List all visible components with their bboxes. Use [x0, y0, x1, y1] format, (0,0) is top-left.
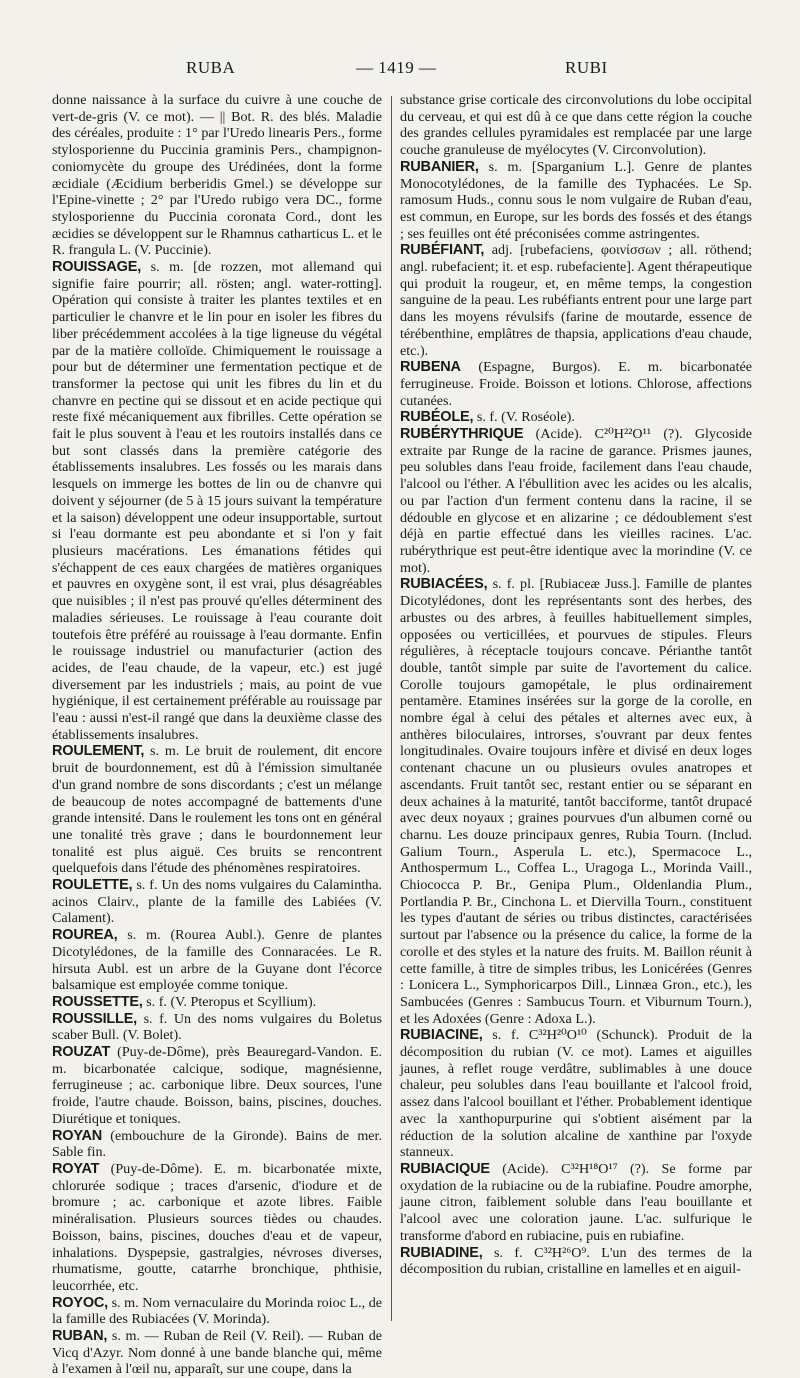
page-number: — 1419 — — [356, 58, 437, 77]
entry-text: s. f. C³²H²⁶O⁹. L'un des termes de la décomposition du rubian, cristalline en lamelles et en aiguil- — [400, 1244, 752, 1278]
headword: ROUSSETTE, — [52, 993, 143, 1010]
entry — [400, 1245, 752, 1278]
headword: RUBANIER, — [400, 158, 479, 175]
page-header — [0, 58, 800, 82]
entry — [400, 576, 752, 1027]
entry-text: s. f. (V. Pteropus et Scyllium). — [142, 993, 317, 1010]
entry — [400, 242, 752, 359]
entry-text: s. f. pl. [Rubiaceæ Juss.]. Famille de plantes Dicotylédones, dont les représentants sont des herbes, des arbustes ou des arbres, à feuilles habituellement simples, opposées ou verticillées, et pourvues de stipules. Fleurs régulières, à réceptacle toujours concave. Périanthe tantôt double, tantôt simple par suite de l'avortement du calice. Corolle toujours gamopétale, le plus ordinairement pentamère. Etamines insérées sur la gorge de la corolle, en nombre égal à celui des pétales et alternes avec eux, à anthères biloculaires, introrses, s'ouvrant par deux fentes longitudinales. Ovaire toujours infère et divisé en deux loges contenant chacune un ou plusieurs ovules anatropes et ascendants. Fruit tantôt sec, restant entier ou se séparant en deux achaines à la maturité, tantôt bacciforme, tantôt drupacé avec deux noyaux ; graines pourvues d'un albumen corné ou charnu. Les douze principaux genres, Rubia Tourn. (Includ. Galium Tourn., Asperula L. etc.), Spermacoce L., Anthospermum L., Coffea L., Uragoga L., Morinda Vaill., Chiococca P. Br., Genipa Plum., Oldenlandia Plum., Portlandia P. Br., Cinchona L. et Diervilla Tourn., constituent les types d'autant de séries ou tribus distinctes, caractérisées surtout par l'absence ou la présence du calice, la forme de la corolle et des styles et la nature des fruits. M. Baillon réunit à cette famille, à titre de simples tribus, les Lonicérées (Genres : Lonicera L., Symphoricarpos Dill., Linnæa Gron., etc.), les Sambucées (Genres : Sambucus Tourn. et Viburnum Tourn.), et les Adoxées (Genre : Adoxa L.). — [400, 576, 752, 1027]
headword: RUBÉOLE, — [400, 409, 474, 426]
entry-text: s. m. (Rourea Aubl.). Genre de plantes Dicotylédones, de la famille des Connaracées. Le R. hirsuta Aubl. est un arbre de la Guyane dont l'écorce balsamique est employée comme tonique. — [52, 927, 382, 994]
entry — [52, 92, 382, 259]
entry-text: (embouchure de la Gironde). Bains de mer. Sable fin. — [52, 1127, 382, 1161]
entry — [52, 1161, 382, 1295]
headword: ROYAN — [52, 1127, 103, 1144]
entry-text: substance grise corticale des circonvolutions du lobe occipital du cerveau, et qui est dû à ce que dans cette région la couche des grandes cellules pyramidales est remplacée par une large couche granuleuse de myélocytes (V. Circonvolution). — [400, 92, 752, 159]
entry-text: (Acide). C³²H¹⁸O¹⁷ (?). Se forme par oxydation de la rubiacine ou de la rubiafine. Poudre amorphe, jaune citron, faiblement soluble dans l'eau bouillante et l'alcool avec une coloration jaune. L'ac. sulfurique le transforme d'abord en rubiacine, puis en rubiafine. — [400, 1161, 752, 1244]
left-column — [52, 92, 382, 1378]
entry — [52, 1128, 382, 1161]
entry — [52, 927, 382, 994]
headword: RUBÉFIANT, — [400, 242, 485, 259]
entry — [400, 359, 752, 409]
headword: ROUZAT — [52, 1044, 111, 1061]
right-column — [400, 92, 752, 1328]
entry — [52, 1044, 382, 1128]
headword: RUBENA — [400, 359, 461, 376]
entry-text: s. f. (V. Roséole). — [473, 409, 575, 426]
headword: RUBIADINE, — [400, 1244, 483, 1261]
entry-text: (Puy-de-Dôme), près Beauregard-Vandon. E. m. bicarbonatée calcique, sodique, magnésienne, ferrugineuse ; ac. carbonique libre. Deux sources, l'une froide, l'autre chaude. Boisson, bains, piscines, douches. Diurétique et toniques. — [52, 1044, 382, 1127]
headword: ROUSSILLE, — [52, 1010, 138, 1027]
entry — [52, 877, 382, 927]
entry — [52, 259, 382, 743]
headword: RUBIACIQUE — [400, 1161, 490, 1177]
entry-text: (Acide). C²⁰H²²O¹¹ (?). Glycoside extraite par Runge de la racine de garance. Prismes jaunes, peu solubles dans l'eau froide, facilement dans l'eau chaude, l'alcool ou l'éther. A l'ébullition avec les acides ou les alcalis, ou par l'action d'un ferment contenu dans la racine, il se dédouble en glycose et en alizarine ; ce dédoublement s'est déjà en partie effectué dans les vieilles racines. L'ac. rubérythrique est peut-être identique avec la morindine (V. ce mot). — [400, 426, 752, 576]
headword: ROYOC, — [52, 1294, 108, 1311]
entry-text: s. m. — Ruban de Reil (V. Reil). — Ruban de Vicq d'Azyr. Nom donné à une bande blanche qui, même à l'examen à l'œil nu, apparaît, sur une coupe, dans la — [52, 1328, 382, 1378]
entry-text: s. m. Nom vernaculaire du Morinda roioc L., de la famille des Rubiacées (V. Morinda). — [52, 1294, 382, 1328]
entry — [400, 1161, 752, 1245]
headword: ROYAT — [52, 1161, 100, 1177]
header-right-guideword: RUBI — [565, 58, 608, 77]
entry — [52, 1328, 382, 1378]
entry — [400, 92, 752, 159]
entry-text: s. f. Un des noms vulgaires du Boletus scaber Bull. (V. Bolet). — [52, 1010, 382, 1044]
headword: RUBÉRYTHRIQUE — [400, 426, 524, 443]
entry-text: s. f. C³²H²⁰O¹⁰ (Schunck). Produit de la décomposition du rubian (V. ce mot). Lames et aiguilles jaunes, à reflet rouge verdâtre, sublimables à une douce chaleur, peu solubles dans l'eau bouillante et l'alcool froid, assez dans l'alcool bouillant et l'éther. Probablement identique avec la xanthopurpurine qui s'obtient aisément par la réduction de la solution alcaline de xanthine par l'oxyde stanneux. — [400, 1027, 752, 1161]
entry — [52, 743, 382, 877]
entry — [400, 1027, 752, 1161]
entry-text: donne naissance à la surface du cuivre à une couche de vert-de-gris (V. ce mot). — || Bot. R. des blés. Maladie des céréales, produite : 1° par l'Uredo linearis Pers., forme stylosporienne du Puccinia graminis Pers., champignon-coniomycète du groupe des Urédinées, dont la forme æcidiale (Æcidium berberidis Gmel.) se développe sur l'Epine-vinette ; 2° par l'Uredo rubigo vera DC., forme stylosporienne du Puccinia coronata Cord., dont les æcidies se développent sur le Rhamnus catharticus L. et le R. frangula L. (V. Puccinie). — [52, 92, 382, 259]
header-left-guideword: RUBA — [186, 58, 236, 77]
headword: ROULETTE, — [52, 877, 133, 894]
headword: RUBIACÉES, — [400, 576, 488, 593]
entry-text: (Espagne, Burgos). E. m. bicarbonatée ferrugineuse. Froide. Boisson et lotions. Chlorose, affections cutanées. — [400, 359, 752, 409]
entry-text: s. m. [Sparganium L.]. Genre de plantes Monocotylédones, de la famille des Typhacées. Le Sp. ramosum Huds., connu sous le nom vulgaire de Ruban d'eau, est commun, en Europe, sur les bords des fossés et des étangs ; ses feuilles ont été préconisées comme astringentes. — [400, 158, 752, 242]
headword: RUBAN, — [52, 1328, 108, 1345]
entry — [52, 1011, 382, 1044]
entry-text: adj. [rubefaciens, φοινίσσων ; all. röthend; angl. rubefacient; it. et esp. rubefaciente]. Agent thérapeutique qui produit la rougeur, et, en même temps, la congestion sanguine de la peau. Les rubéfiants entrent pour une large part dans les moyens révulsifs (farine de moutarde, essence de térébenthine, emplâtres de thapsia, applications d'eau chaude, etc.). — [400, 242, 752, 359]
entry-text: (Puy-de-Dôme). E. m. bicarbonatée mixte, chlorurée sodique ; traces d'arsenic, d'iodure et de bromure ; ac. carbonique et azote libres. Faible minéralisation. Plusieurs sources tièdes ou chaudes. Boisson, bains, piscines, douches d'eau et de vapeur, inhalations. Dyspepsie, gastralgies, névroses diverses, rhumatisme, goutte, catarrhe bronchique, phthisie, leucorrhée, etc. — [52, 1161, 382, 1294]
entry-text: s. m. [de rozzen, mot allemand qui signifie faire pourrir; all. rösten; angl. water-rotting]. Opération qui consiste à traiter les plantes textiles et en particulier le chanvre et le lin pour en isoler les fibres du liber précédemment accolées à la tige ligneuse du végétal par de la matière colloïde. Chimiquement le rouissage a pour but de déterminer une fermentation pectique et de transformer la pectose qui unit les fibres du lin et du chanvre en pectine qui se dissout et en acide pectique qui reste fixé mécaniquement aux fibrilles. Cette opération se fait le plus souvent à l'eau et les routoirs installés dans ce but sont classés dans la première catégorie des établissements insalubres. Les fossés ou les marais dans lesquels on immerge les bottes de lin ou de chanvre qui doivent y séjourner (de 5 à 15 jours suivant la température et la saison) développent une odeur insupportable, surtout si l'eau dormante est peu abondante et si l'on y fait plusieurs macérations. Les émanations fétides qui s'échappent de ces eaux chargées de matières organiques et pauvres en oxygène sont, il est vrai, plus désagréables que nuisibles ; il n'est pas prouvé qu'elles déterminent des maladies sérieuses. Le rouissage à l'eau courante doit toutefois être préféré au rouissage à l'eau dormante. Enfin le rouissage industriel ou manufacturier (action des acides, de l'eau chaude, de la vapeur, etc.) est jugé diversement par les industriels ; mais, au point de vue hygiénique, il est certainement préférable au rouissage par l'eau : aussi n'est-il rangé que dans la deuxième classe des établissements insalubres. — [52, 259, 382, 743]
entry-text: s. m. Le bruit de roulement, dit encore bruit de bourdonnement, est dû à l'émission simultanée d'un grand nombre de sons discordants ; c'est un mélange de beaucoup de notes accompagné de battements d'une grande intensité. Dans le roulement les tons ont en général une tonalité très grave ; dans le bourdonnement leur tonalité est plus aiguë. Ces bruits se rencontrent quelquefois dans l'étude des phénomènes respiratoires. — [52, 743, 382, 877]
headword: RUBIACINE, — [400, 1027, 483, 1044]
entry — [400, 426, 752, 576]
headword: ROUREA, — [52, 927, 118, 944]
column-divider — [391, 96, 392, 1321]
entry — [400, 159, 752, 243]
headword: ROUISSAGE, — [52, 259, 142, 276]
entry — [52, 994, 382, 1011]
entry — [52, 1295, 382, 1328]
entry — [400, 409, 752, 426]
headword: ROULEMENT, — [52, 743, 145, 760]
entry-text: s. f. Un des noms vulgaires du Calamintha. acinos Clairv., plante de la famille des Labiées (V. Calament). — [52, 877, 382, 927]
